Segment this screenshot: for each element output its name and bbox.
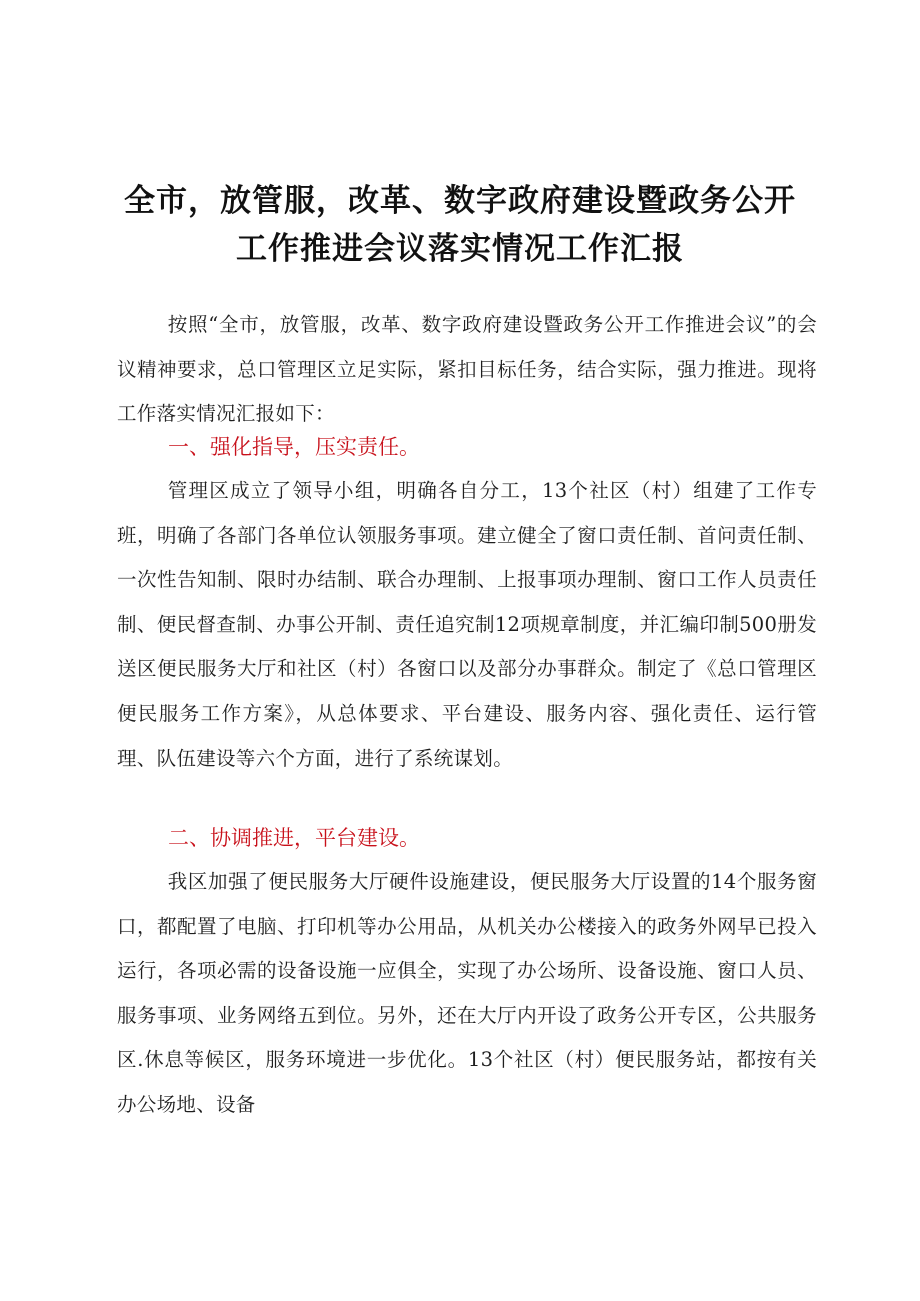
intro-paragraph: 按照“全市，放管服，改革、数字政府建设暨政务公开工作推进会议”的会议精神要求，总口管理区立足实际，紧扣目标任务，结合实际，强力推进。现将工作落实情况汇报如下： <box>117 313 817 426</box>
section-heading-2: 二、协调推进，平台建设。 <box>168 826 420 850</box>
section-paragraph-1: 管理区成立了领导小组，明确各自分工，13个社区（村）组建了工作专班，明确了各部门各单位认领服务事项。建立健全了窗口责任制、首问责任制、一次性告知制、限时办结制、联合办理制、上报事项办理制、窗口工作人员责任制、便民督查制、办事公开制、责任追究制12项规章制度，并汇编印制500册发送区便民服务大厅和社区（村）各窗口以及部分办事群众。制定了《总口管理区便民服务工作方案》，从总体要求、平台建设、服务内容、强化责任、运行管理、队伍建设等六个方面，进行了系统谋划。 <box>117 479 817 770</box>
document-title-line-1: 全市，放管服，改革、数字政府建设暨政务公开 <box>124 183 796 219</box>
section-paragraph-2: 我区加强了便民服务大厅硬件设施建设，便民服务大厅设置的14个服务窗口，都配置了电脑、打印机等办公用品，从机关办公楼接入的政务外网早已投入运行，各项必需的设备设施一应俱全，实现了办公场所、设备设施、窗口人员、服务事项、业务网络五到位。另外，还在大厅内开设了政务公开专区，公共服务区.休息等候区，服务环境进一步优化。13个社区（村）便民服务站，都按有关办公场地、设备 <box>117 870 817 1116</box>
section-heading-1: 一、强化指导，压实责任。 <box>168 435 420 459</box>
document-title-line-2: 工作推进会议落实情况工作汇报 <box>236 231 684 267</box>
